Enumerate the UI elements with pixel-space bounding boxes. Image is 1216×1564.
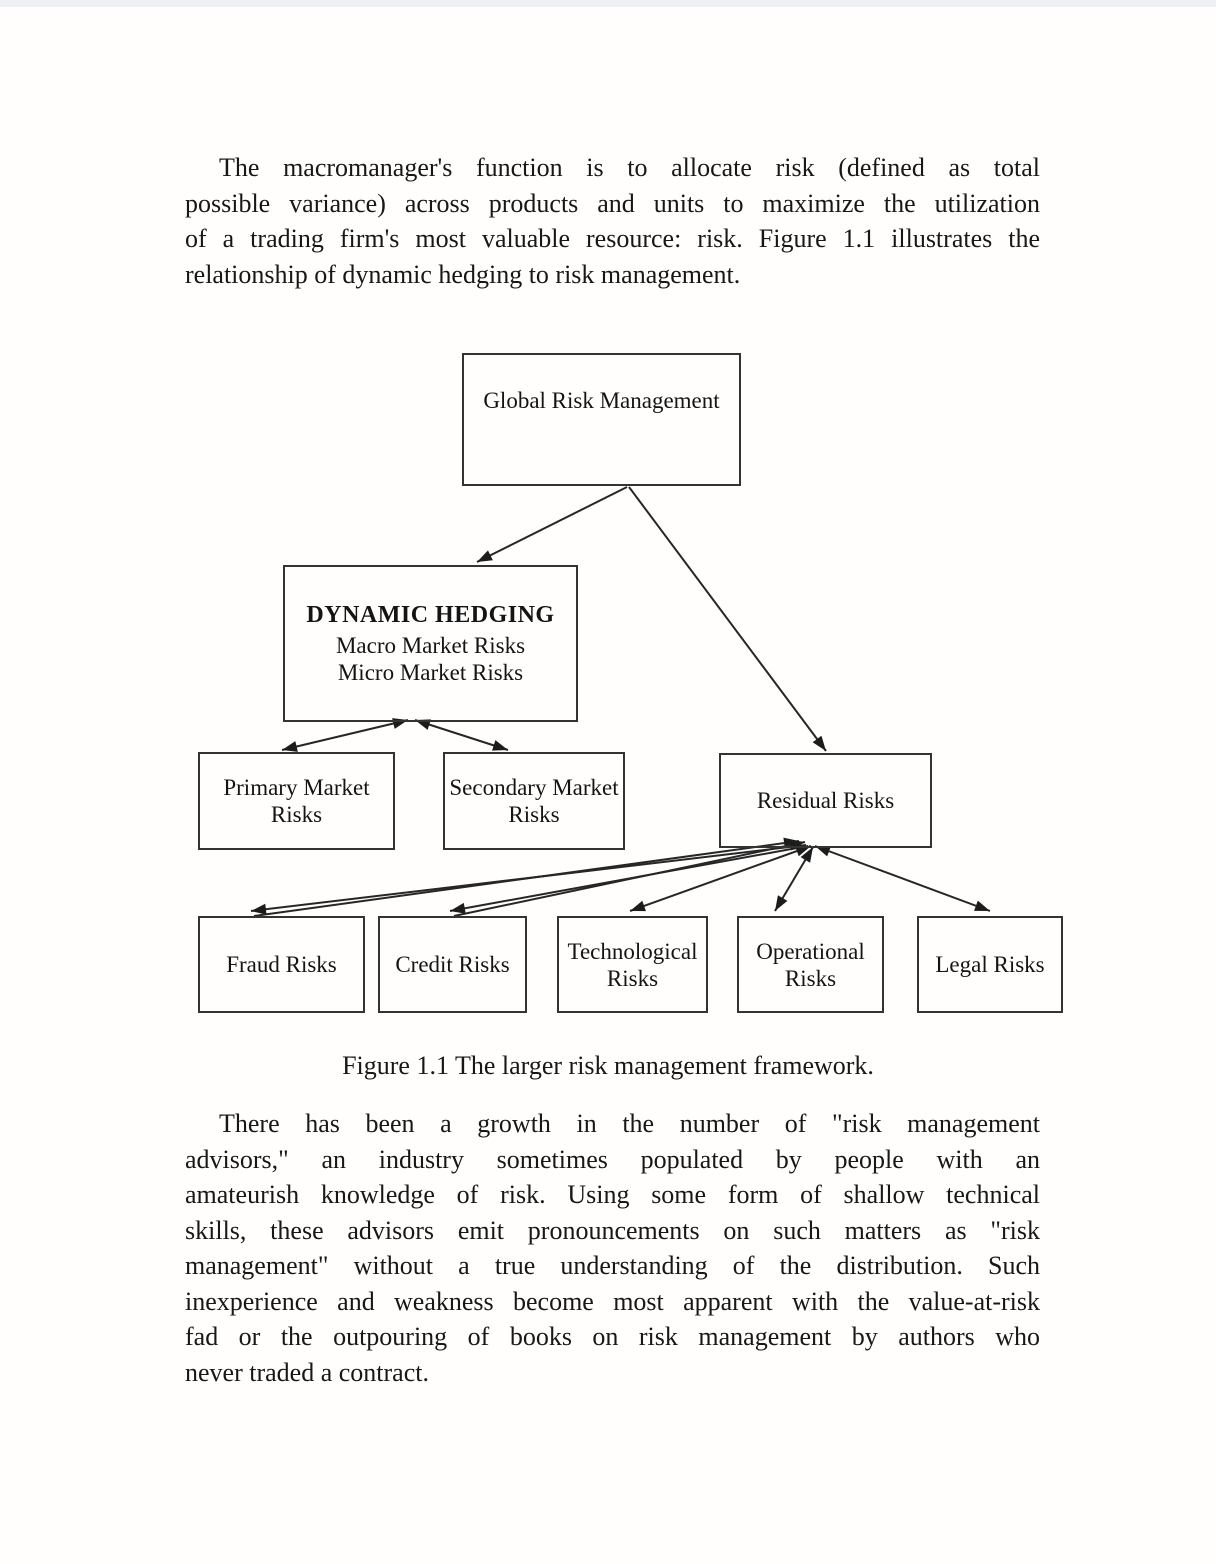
node-label-line: Risks [508, 802, 560, 827]
paragraph-line: of a trading firm's most valuable resource: risk. Figure 1.1 illustrates the [185, 224, 1040, 253]
diagram-node-dynamic [283, 565, 578, 722]
node-label-line: DYNAMIC HEDGING [306, 601, 555, 628]
node-label-line: Operational [756, 938, 865, 964]
node-label-line: Primary Market [223, 775, 370, 800]
figure-caption: Figure 1.1 The larger risk management framework. [342, 1051, 874, 1080]
paragraph-line: There has been a growth in the number of "risk management [219, 1109, 1040, 1138]
node-label-line: Secondary Market [449, 775, 619, 800]
edge-global-residual [629, 487, 826, 751]
edge-dynamic-secondary [415, 719, 508, 750]
edge-residual-operational [775, 847, 813, 911]
node-label-line: Credit Risks [395, 952, 510, 977]
node-label-line: Global Risk Management [483, 388, 720, 413]
edge-residual-credit [450, 846, 808, 914]
diagram-node-credit [378, 916, 527, 1013]
diagram-node-primary [198, 752, 395, 850]
paragraph-line: never traded a contract. [185, 1357, 429, 1387]
node-label-line: Fraud Risks [226, 952, 337, 977]
diagram-node-global [462, 353, 741, 486]
node-label-line: Legal Risks [935, 952, 1045, 977]
paragraph-line: inexperience and weakness become most apparent with the value-at-risk [185, 1286, 1040, 1316]
node-label-line: Macro Market Risks [335, 632, 526, 658]
diagram-node-residual [719, 753, 932, 848]
diagram-node-tech [557, 916, 708, 1013]
diagram-node-fraud [198, 916, 365, 1013]
edge-global-dynamic [477, 487, 627, 562]
paragraph-line: amateurish knowledge of risk. Using some form of shallow technical [185, 1180, 1040, 1209]
paragraph-line: The macromanager's function is to allocate risk (defined as total [219, 153, 1040, 182]
edge-residual-tech [630, 846, 811, 911]
paragraph-line: skills, these advisors emit pronouncements on such matters as "risk [185, 1215, 1040, 1245]
diagram-node-legal [917, 916, 1063, 1013]
node-label-line: Residual Risks [756, 788, 895, 813]
edge-residual-legal [815, 846, 990, 911]
node-label-line: Micro Market Risks [337, 659, 524, 685]
diagram-node-operational [737, 916, 884, 1013]
paragraph-line: management" without a true understanding of the distribution. Such [185, 1251, 1040, 1280]
paragraph-line: advisors," an industry sometimes populated by people with an [185, 1144, 1040, 1174]
node-label-line: Risks [606, 965, 659, 991]
node-label-line: Risks [784, 965, 837, 991]
edge-residual-fraud [251, 845, 806, 915]
paragraph-line: fad or the outpouring of books on risk management by authors who [185, 1322, 1040, 1351]
paragraph-line: possible variance) across products and units to maximize the utilization [185, 188, 1040, 218]
edge-dynamic-primary [282, 718, 408, 752]
node-label-line: Technological [567, 938, 698, 964]
paragraph-advisors [185, 1106, 1040, 1390]
paragraph-line: relationship of dynamic hedging to risk management. [185, 259, 741, 289]
edge-residual-credit [454, 840, 805, 916]
node-label-line: Risks [270, 802, 323, 827]
diagram-node-secondary [443, 752, 625, 850]
